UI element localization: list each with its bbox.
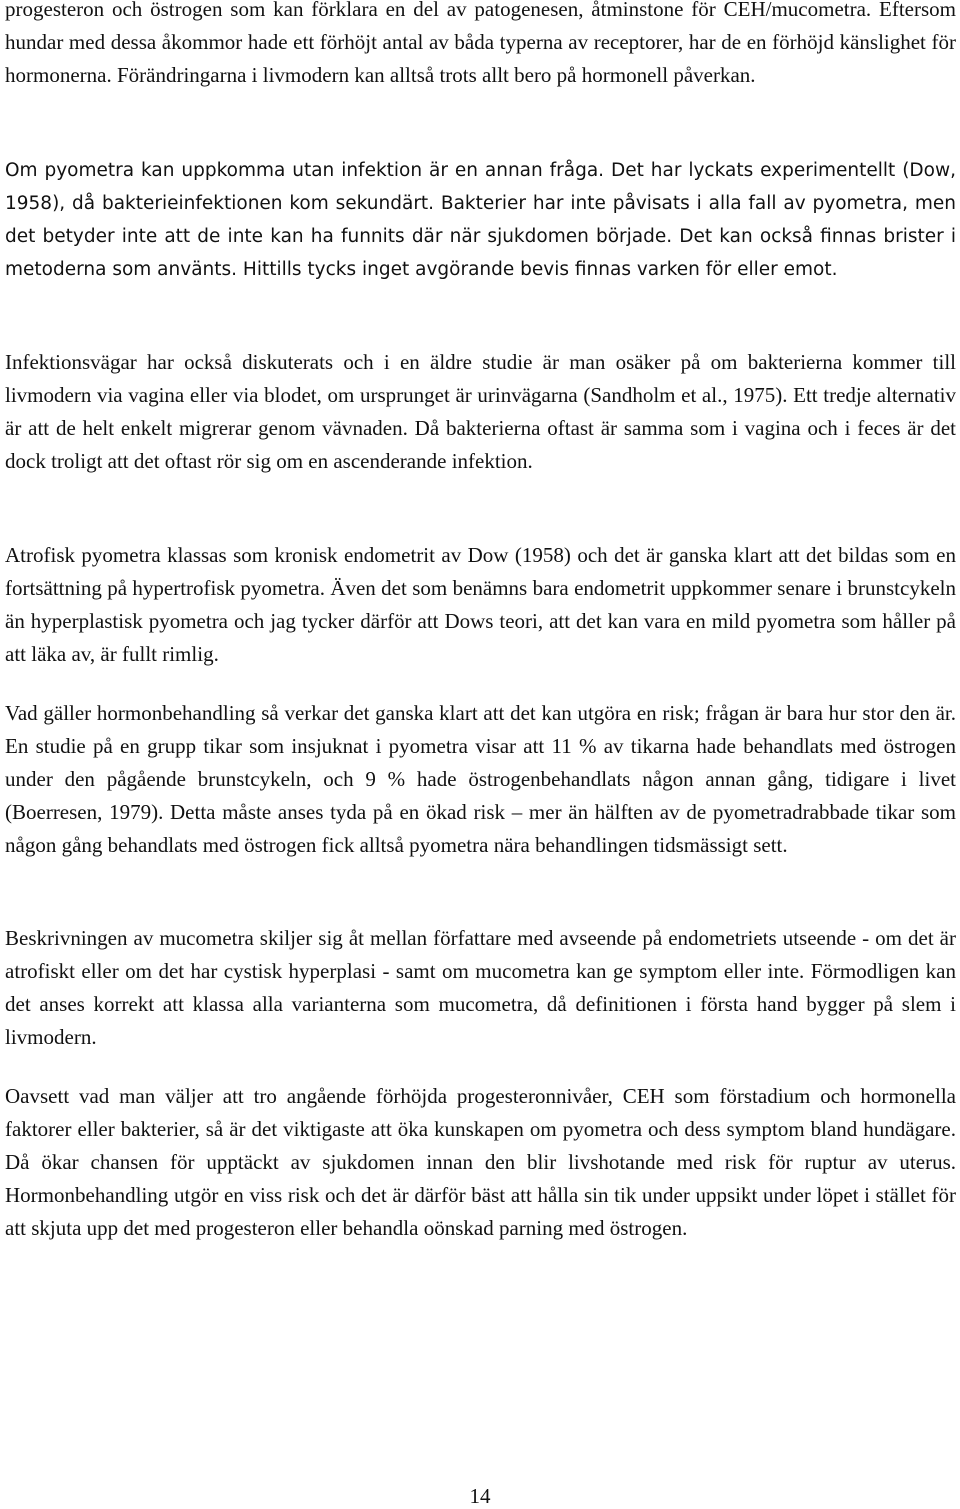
paragraph-conclusion: Oavsett vad man väljer att tro angående förhöjda progesteronnivåer, CEH som förstadium och hormonella faktorer eller bakterier, så är det viktigaste att öka kunskapen om pyometra och dess symptom bland hundägare. Då ökar chansen för upptäckt av sjukdomen innan den blir livshotande med risk för ruptur av uterus. Hormonbehandling utgör en viss risk och det är därför bäst att hålla sin tik under uppsikt under löpet i stället för att skjuta upp det med progesteron eller behandla oönskad parning med östrogen.: [5, 1084, 956, 1240]
paragraph-infection: Om pyometra kan uppkomma utan infektion är en annan fråga. Det har lyckats experimentellt (Dow, 1958), då bakterieinfektionen kom sekundärt. Bakterier har inte påvisats i alla fall av pyometra, men det betyder inte att de inte kan ha funnits där när sjukdomen började. Det kan också finnas brister i metoderna som använts. Hittills tycks inget avgörande bevis finnas varken för eller emot.: [5, 160, 956, 280]
paragraph-atrophic-pyometra: Atrofisk pyometra klassas som kronisk endometrit av Dow (1958) och det är ganska klart att det bildas som en fortsättning på hypertrofisk pyometra. Även det som benämns bara endometrit uppkommer senare i brunstcykeln än hyperplastisk pyometra och jag tycker därför att Dows teori, att det kan vara en mild pyometra som håller på att läka av, är fullt rimlig.: [5, 543, 956, 666]
paragraph-hormone-receptors: progesteron och östrogen som kan förklara en del av patogenesen, åtminstone för CEH/mucometra. Eftersom hundar med dessa åkommor hade ett förhöjt antal av båda typerna av receptorer, har de en förhöjd känslighet för hormonerna. Förändringarna i livmodern kan alltså trots allt bero på hormonell påverkan.: [5, 0, 956, 87]
paragraph-mucometra: Beskrivningen av mucometra skiljer sig åt mellan författare med avseende på endometriets utseende - om det är atrofiskt eller om det har cystisk hyperplasi - samt om mucometra kan ge symptom eller inte. Förmodligen kan det anses korrekt att klassa alla varianterna som mucometra, då definitionen i första hand bygger på slem i livmodern.: [5, 926, 956, 1049]
paragraph-hormone-treatment: Vad gäller hormonbehandling så verkar det ganska klart att det kan utgöra en risk; frågan är bara hur stor den är. En studie på en grupp tikar som insjuknat i pyometra visar att 11 % av tikarna hade behandlats med östrogen under den pågående brunstcykeln, och 9 % hade östrogenbehandlats någon annan gång, tidigare i livet (Boerresen, 1979). Detta måste anses tyda på en ökad risk – mer än hälften av de pyometradrabbade tikar som någon gång behandlats med östrogen fick alltså pyometra nära behandlingen tidsmässigt sett.: [5, 701, 956, 857]
paragraph-infection-routes: Infektionsvägar har också diskuterats och i en äldre studie är man osäker på om bakterierna kommer till livmodern via vagina eller via blodet, om ursprunget är urinvägarna (Sandholm et al., 1975). Ett tredje alternativ är att de helt enkelt migrerar genom vävnaden. Då bakterierna oftast är samma som i vagina och i feces är det dock troligt att det oftast rör sig om en ascenderande infektion.: [5, 350, 956, 473]
page-number: 14: [469, 1484, 491, 1508]
